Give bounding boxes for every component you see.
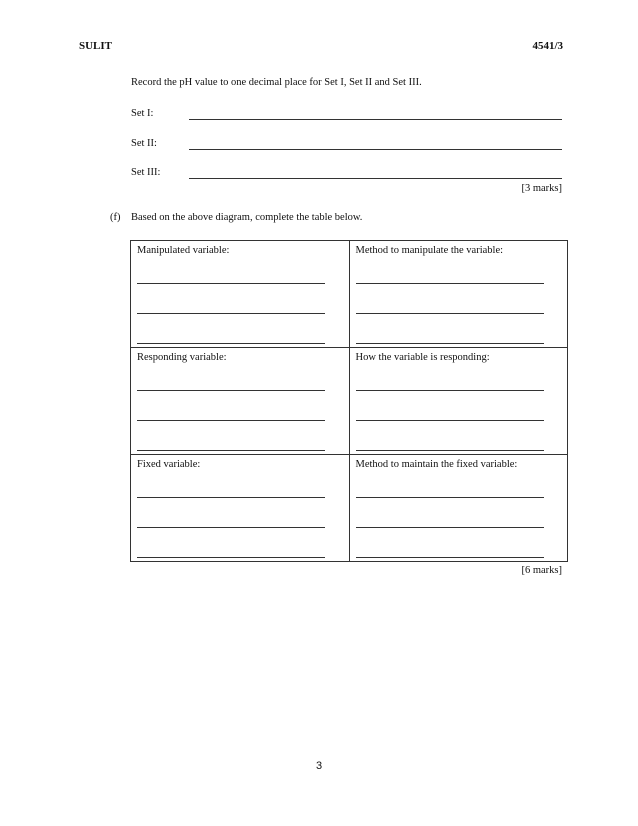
table-row <box>131 241 568 348</box>
answer-line[interactable] <box>356 420 544 421</box>
set-i-label: Set I: <box>131 108 154 119</box>
header-left: SULIT <box>79 40 113 52</box>
header-right: 4541/3 <box>532 40 563 52</box>
page-number: 3 <box>315 760 323 772</box>
table-row <box>131 455 568 562</box>
responding-how-label: How the variable is responding: <box>355 352 490 363</box>
question-f-text: Based on the above diagram, complete the table below. <box>131 212 363 223</box>
instruction-text: Record the pH value to one decimal place for Set I, Set II and Set III. <box>131 77 422 88</box>
answer-line[interactable] <box>356 313 544 314</box>
answer-line[interactable] <box>137 450 325 451</box>
responding-how-cell <box>349 348 568 455</box>
set-ii-answer-line[interactable] <box>189 149 562 150</box>
responding-variable-cell <box>131 348 350 455</box>
marks-e: [3 marks] <box>521 183 562 194</box>
table-row <box>131 348 568 455</box>
set-iii-answer-line[interactable] <box>189 178 562 179</box>
answer-line[interactable] <box>137 557 325 558</box>
set-iii-label: Set III: <box>131 167 161 178</box>
fixed-method-label: Method to maintain the fixed variable: <box>355 459 518 470</box>
answer-line[interactable] <box>137 343 325 344</box>
set-iii-row <box>131 167 562 181</box>
variables-table <box>130 240 568 562</box>
answer-line[interactable] <box>137 313 325 314</box>
answer-line[interactable] <box>137 420 325 421</box>
set-i-answer-line[interactable] <box>189 119 562 120</box>
set-i-row <box>131 108 562 122</box>
answer-line[interactable] <box>137 497 325 498</box>
answer-line[interactable] <box>356 527 544 528</box>
fixed-variable-cell <box>131 455 350 562</box>
manipulated-variable-cell <box>131 241 350 348</box>
set-ii-row <box>131 138 562 152</box>
fixed-method-cell <box>349 455 568 562</box>
manipulated-variable-label: Manipulated variable: <box>137 245 230 256</box>
answer-line[interactable] <box>356 390 544 391</box>
answer-line[interactable] <box>356 343 544 344</box>
answer-line[interactable] <box>356 497 544 498</box>
answer-line[interactable] <box>137 390 325 391</box>
answer-line[interactable] <box>137 283 325 284</box>
answer-line[interactable] <box>356 557 544 558</box>
answer-line[interactable] <box>356 450 544 451</box>
fixed-variable-label: Fixed variable: <box>137 459 201 470</box>
manipulate-method-label: Method to manipulate the variable: <box>355 245 504 256</box>
manipulate-method-cell <box>349 241 568 348</box>
answer-line[interactable] <box>137 527 325 528</box>
question-f-number: (f) <box>110 212 121 223</box>
answer-line[interactable] <box>356 283 544 284</box>
marks-f: [6 marks] <box>521 565 562 576</box>
set-ii-label: Set II: <box>131 138 157 149</box>
responding-variable-label: Responding variable: <box>137 352 227 363</box>
